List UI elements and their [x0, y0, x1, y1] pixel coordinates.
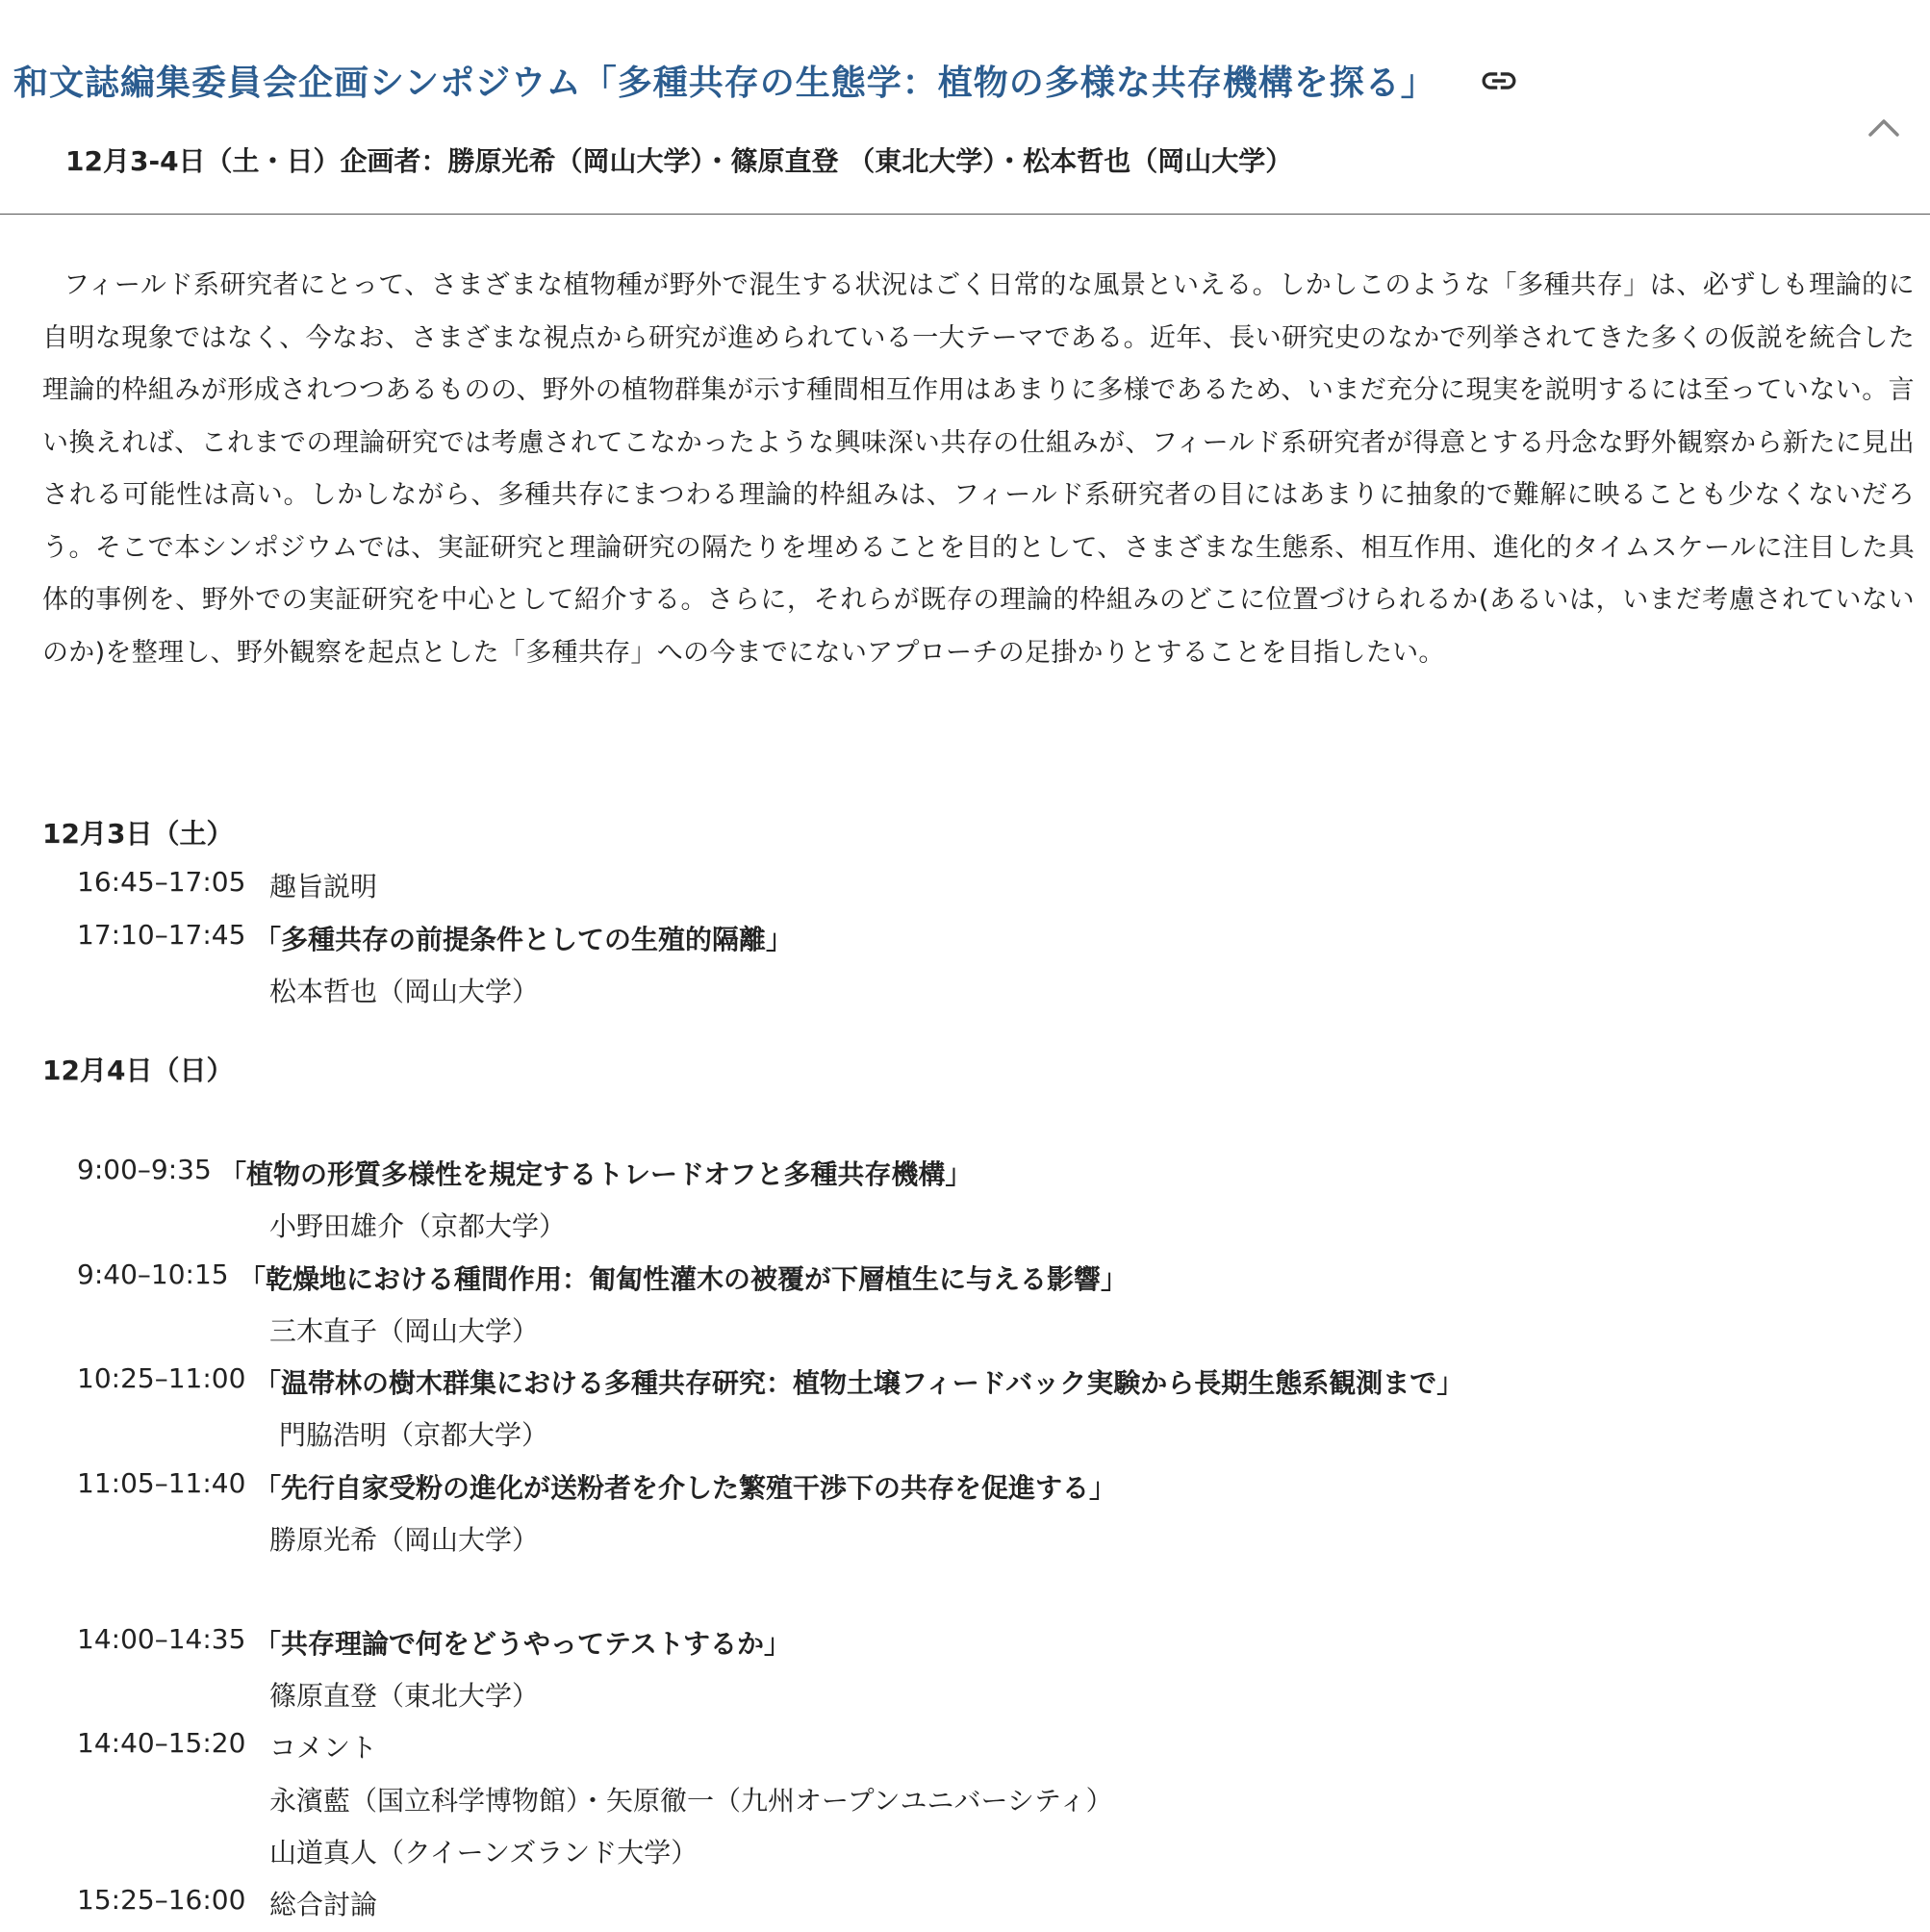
session-speaker: 門脇浩明（京都大学）	[279, 1419, 549, 1451]
session-speaker: 永濱藍（国立科学博物館）・矢原徹一（九州オープンユニバーシティ）	[269, 1785, 1113, 1817]
session-time: 15:25–16:00	[77, 1884, 246, 1916]
session-speaker: 松本哲也（岡山大学）	[269, 976, 540, 1007]
session-time: 14:40–15:20	[77, 1727, 246, 1759]
session-title: 「乾燥地における種間作用：匍匐性灌木の被覆が下層植生に与える影響」	[239, 1263, 1129, 1295]
session-title: 趣旨説明	[269, 871, 378, 902]
session-time: 17:10–17:45	[77, 919, 246, 951]
day-label-dec3: 12月3日（土）	[42, 818, 234, 850]
session-speaker-2: 山道真人（クイーンズランド大学）	[269, 1837, 698, 1868]
session-title: 「多種共存の前提条件としての生殖的隔離」	[254, 924, 794, 955]
session-title: 「先行自家受粉の進化が送粉者を介した繁殖干渉下の共存を促進する」	[254, 1472, 1117, 1504]
session-title: 「共存理論で何をどうやってテストするか」	[254, 1628, 792, 1660]
session-title: 「温帯林の樹木群集における多種共存研究：植物土壌フィードバック実験から長期生態系観測まで」	[254, 1367, 1464, 1399]
session-title: コメント	[269, 1732, 378, 1764]
session-title: 総合討論	[269, 1889, 378, 1920]
intro-paragraph: フィールド系研究者にとって、さまざまな植物種が野外で混生する状況はごく日常的な風景といえる。しかしこのような「多種共存」は、必ずしも理論的に自明な現象ではなく、今なお、さまざまな視点から研究が進められている一大テーマである。近年、長い研究史のなかで列挙されてきた多くの仮説を統合した理論的枠組みが形成されつつあるものの、野外の植物群集が示す種間相互作用はあまりに多様であるため、いまだ充分に現実を説明するには至っていない。言い換えれば、これまでの理論研究では考慮されてこなかったような興味深い共存の仕組みが、フィールド系研究者が得意とする丹念な野外観察から新たに見出される可能性は高い。しかしながら、多種共存にまつわる理論的枠組みは、フィールド系研究者の目にはあまりに抽象的で難解に映ることも少なくないだろう。そこで本シンポジウムでは、実証研究と理論研究の隔たりを埋めることを目的として、さまざまな生態系、相互作用、進化的タイムスケールに注目した具体的事例を、野外での実証研究を中心として紹介する。さらに，それらが既存の理論的枠組みのどこに位置づけられるか(あるいは，いまだ考慮されていないのか)を整理し、野外観察を起点とした「多種共存」への今までにないアプローチの足掛かりとすることを目指したい。	[42, 270, 1915, 668]
session-time: 9:00–9:35	[77, 1154, 212, 1185]
link-icon[interactable]	[1479, 61, 1519, 101]
session-speaker: 三木直子（岡山大学）	[269, 1315, 540, 1347]
session-speaker: 篠原直登（東北大学）	[269, 1680, 540, 1712]
organizer-info: 12月3-4日（土・日）企画者：勝原光希（岡山大学）・篠原直登 （東北大学）・松本哲也（岡山大学）	[65, 145, 1293, 177]
chevron-up-icon[interactable]	[1865, 110, 1903, 148]
page-title: 和文誌編集委員会企画シンポジウム「多種共存の生態学：植物の多様な共存機構を探る」	[13, 64, 1436, 103]
session-title: 「植物の形質多様性を規定するトレードオフと多種共存機構」	[219, 1158, 973, 1190]
session-time: 16:45–17:05	[77, 866, 246, 898]
session-time: 14:00–14:35	[77, 1623, 246, 1655]
session-time: 9:40–10:15	[77, 1258, 229, 1290]
day-label-dec4: 12月4日（日）	[42, 1055, 234, 1086]
title-row	[13, 56, 1519, 105]
session-speaker: 小野田雄介（京都大学）	[269, 1210, 567, 1242]
session-speaker: 勝原光希（岡山大学）	[269, 1524, 540, 1556]
session-time: 10:25–11:00	[77, 1362, 246, 1394]
session-time: 11:05–11:40	[77, 1467, 246, 1499]
symposium-header	[0, 0, 1930, 215]
